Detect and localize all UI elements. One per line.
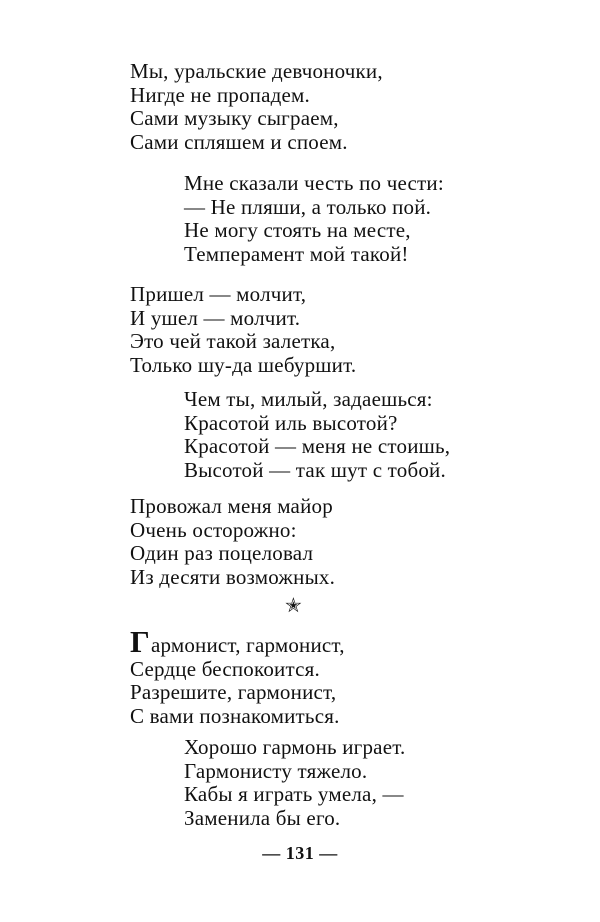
verse-line: Только шу-да шебуршит. (130, 352, 357, 377)
verse-line: Нигде не пропадем. (130, 82, 310, 107)
stanza-7 (184, 736, 405, 830)
verse-line: Мне сказали честь по чести: (184, 171, 444, 195)
verse-line: Высотой — так шут с тобой. (184, 457, 446, 482)
verse-line: И ушел — молчит. (130, 305, 301, 330)
verse-line: Это чей такой залетка, (130, 329, 336, 353)
verse-line: — Не пляши, а только пой. (184, 194, 432, 219)
stanza-4 (184, 388, 450, 482)
verse-line: Очень осторожно: (130, 517, 297, 542)
verse-line: Чем ты, милый, задаешься: (184, 387, 433, 411)
page-number: — 131 — (262, 843, 338, 863)
verse-line: Один раз поцеловал (130, 541, 314, 565)
verse-line: Кабы я играть умела, — (184, 782, 404, 806)
stanza-6 (130, 624, 345, 728)
verse-line: Сердце беспокоится. (130, 656, 320, 681)
verse-line: Сами спляшем и споем. (130, 129, 348, 154)
verse-line: Сами музыку сыграем, (130, 106, 339, 130)
stanza-2 (184, 172, 444, 266)
stanza-3 (130, 283, 356, 377)
verse-line: Красотой — меня не стоишь, (184, 434, 451, 458)
verse-line: Темперамент мой такой! (184, 241, 409, 266)
verse-line-first (130, 624, 345, 659)
verse-line: Пришел — молчит, (130, 282, 307, 306)
verse-line: Провожал меня майор (130, 494, 333, 518)
verse-line: Из десяти возможных. (130, 564, 336, 589)
verse-line: Разрешите, гармонист, (130, 680, 337, 704)
star-divider-icon: ✭ (285, 593, 302, 617)
verse-line-rest: армонист, гармонист, (150, 633, 345, 657)
verse-line: Красотой иль высотой? (184, 410, 398, 435)
drop-cap: Г (130, 624, 150, 659)
stanza-5 (130, 495, 335, 589)
verse-line: С вами познакомиться. (130, 703, 340, 728)
verse-line: Хорошо гармонь играет. (184, 735, 406, 759)
verse-line: Гармонисту тяжело. (184, 758, 368, 783)
verse-line: Заменила бы его. (184, 805, 341, 830)
verse-line: Не могу стоять на месте, (184, 218, 411, 242)
verse-line: Мы, уральские девчоночки, (130, 59, 383, 83)
stanza-1 (130, 60, 383, 154)
